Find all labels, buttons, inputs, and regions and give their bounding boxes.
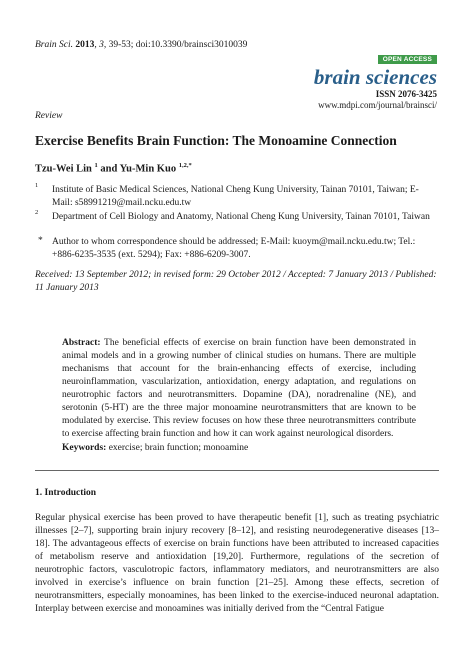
section-body: Regular physical exercise has been proved to have therapeutic benefit [1], such as treating psychiatric illnesses [2–7], supporting brain injury recovery [8–12], and resisting neurodegenerative diseases [13–18]. The advantageous effects of exercise on brain functions have been attributed to increased capacities of metabolism reserve and antioxidation [19,20]. Furthermore, regulations of the secretion of neurotrophic factors, vasculotropic factors, inflammatory mediators, and neurotransmitters are also involved in exercise’s influence on brain function [21–25]. Among these effects, secretion of neurotransmitters, especially monoamines, has been linked to the exercise-induced neuronal adaptation. Interplay between exercise and monoamines was initially derived from the “Central Fatigue [35, 513, 439, 614]
open-access-badge: OPEN ACCESS [378, 55, 437, 64]
keywords-text: exercise; brain function; monoamine [106, 443, 249, 453]
affiliation-2-num: 2 [35, 209, 39, 216]
affiliation-1-text: Institute of Basic Medical Sciences, National Cheng Kung University, Tainan 70101, Taiwan; E-Mail: s58991219@mail.ncku.edu.tw [52, 185, 419, 208]
author-2-affil-nums: 1,2, [178, 162, 189, 169]
article-type: Review [35, 111, 63, 121]
cite-year: 2013 [75, 40, 95, 50]
authors [35, 162, 192, 175]
correspondence-text: Author to whom correspondence should be addressed; E-Mail: kuoym@mail.ncku.edu.tw; Tel.: +886-6235-3535 (ext. 5294); Fax: +886-6209-3007. [52, 237, 416, 260]
cite-volume: 3 [99, 40, 104, 50]
author-1: Tzu-Wei Lin [35, 163, 92, 175]
affiliation-2-text: Department of Cell Biology and Anatomy, National Cheng Kung University, Tainan 70101, Taiwan [52, 212, 430, 222]
affiliation-1 [35, 184, 439, 209]
citation-line: Brain Sci. 2013, 3, 39-53; doi:10.3390/brainsci3010039 [35, 40, 248, 50]
abstract-label: Abstract: [62, 338, 101, 348]
affiliation-1-num: 1 [35, 182, 39, 189]
keywords-label: Keywords: [62, 443, 107, 453]
affiliation-2 [35, 211, 439, 224]
article-title: Exercise Benefits Brain Function: The Monoamine Connection [35, 133, 397, 148]
abstract [62, 337, 416, 441]
author-2-star: * [188, 162, 192, 169]
journal-logo: brain sciences [313, 65, 437, 89]
author-conjunction: and [97, 163, 120, 175]
article-dates: Received: 13 September 2012; in revised form: 29 October 2012 / Accepted: 7 January 2013 / Published: 11 January 2013 [35, 270, 437, 293]
author-2-affil [179, 162, 192, 169]
keywords [62, 443, 248, 453]
cite-journal: Brain Sci. [35, 40, 73, 50]
author-1-affil: 1 [94, 162, 98, 169]
abstract-text: The beneficial effects of exercise on brain function have been demonstrated in animal models and in a growing number of clinical studies on humans. There are multiple mechanisms that account for the brain-enhancing effects of exercise, including neuroinflammation, vascularization, antioxidation, energy adaptation, and regulations on neurotrophic factors and neurotransmitters. Dopamine (DA), noradrenaline (NE), and serotonin (5-HT) are the three major monoamine neurotransmitters that are known to be modulated by exercise. This review focuses on how these three neurotransmitters contribute to exercise affecting brain function and how it can work against neurological disorders. [62, 338, 416, 439]
divider [35, 470, 439, 471]
issn: ISSN 2076-3425 [375, 89, 437, 99]
author-2: Yu-Min Kuo [119, 163, 177, 175]
correspondence [35, 236, 439, 261]
cite-rest: , 39-53; doi:10.3390/brainsci3010039 [103, 40, 248, 50]
correspondence-star: * [38, 236, 43, 246]
section-heading: 1. Introduction [35, 488, 97, 498]
journal-url[interactable]: www.mdpi.com/journal/brainsci/ [318, 100, 437, 110]
